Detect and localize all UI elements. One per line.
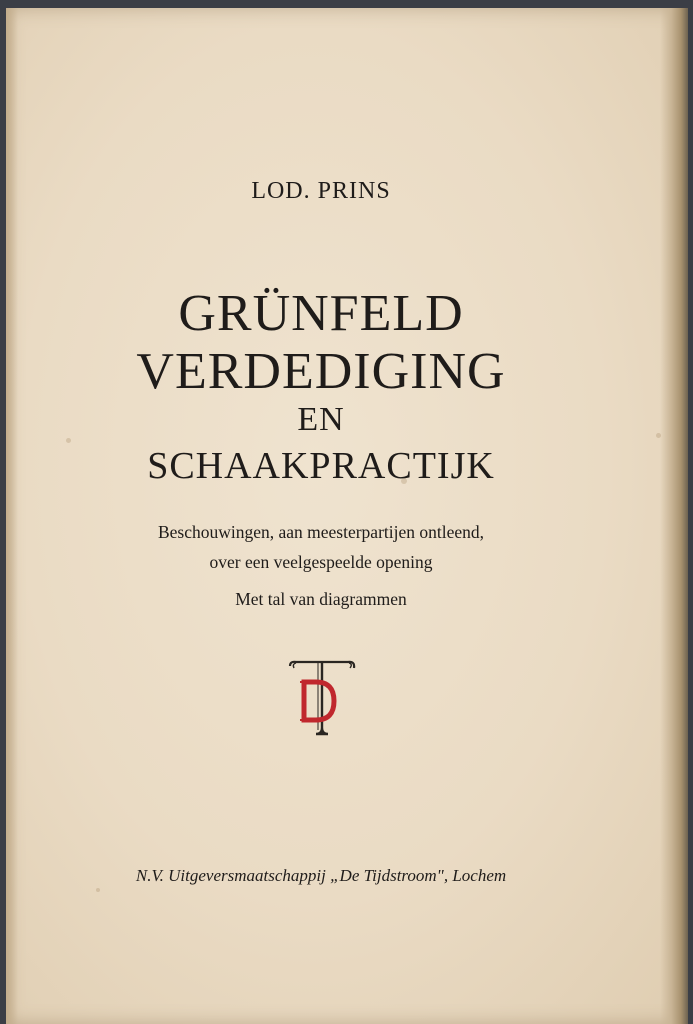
subtitle-line-1: Beschouwingen, aan meesterpartijen ontleend, bbox=[157, 522, 485, 542]
title-line-1: GRÜNFELD bbox=[178, 285, 464, 342]
title-line-3: EN bbox=[297, 401, 345, 438]
subtitle-line-3: Met tal van diagrammen bbox=[235, 589, 407, 609]
subtitle-line-2: over een veelgespeelde opening bbox=[209, 552, 433, 572]
title-page bbox=[6, 8, 688, 1024]
title-line-4: SCHAAKPRACTIJK bbox=[147, 445, 495, 487]
publisher-line: N.V. Uitgeversmaatschappij „De Tijdstroom", Lochem bbox=[135, 866, 507, 885]
paper-speck bbox=[96, 888, 100, 892]
publisher-monogram-logo bbox=[286, 658, 358, 738]
title-line-2: VERDEDIGING bbox=[136, 343, 506, 400]
author-name: LOD. PRINS bbox=[251, 178, 391, 204]
paper-speck bbox=[656, 433, 661, 438]
monogram-d-letter bbox=[304, 682, 334, 720]
page-right-edge bbox=[660, 8, 688, 1024]
